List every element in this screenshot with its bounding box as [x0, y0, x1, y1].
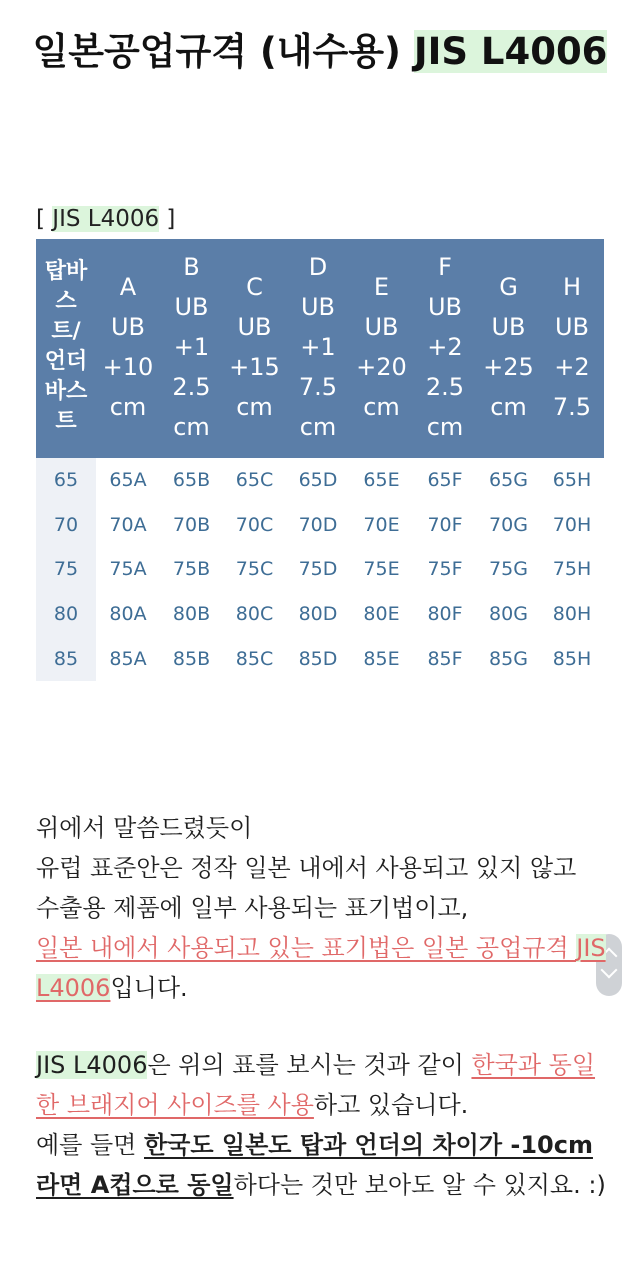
table-row — [36, 636, 604, 681]
header-cell-g: G UB +25 cm — [477, 239, 540, 458]
header-cell-d: D UB +1 7.5 cm — [286, 239, 350, 458]
size-cell: 85D — [298, 647, 338, 670]
size-table — [36, 239, 604, 681]
size-cell: 70A — [109, 513, 147, 536]
table-row — [36, 547, 604, 592]
size-cell: 70E — [363, 513, 400, 536]
header-cell-f: F UB +2 2.5 cm — [413, 239, 477, 458]
size-cell: 65A — [109, 469, 147, 492]
band-cell: 70 — [36, 503, 96, 548]
size-cell: 70B — [172, 513, 211, 536]
table-caption: [ JIS L4006 ] — [36, 206, 176, 232]
size-cell: 80C — [235, 603, 274, 626]
size-cell: 85A — [109, 647, 147, 670]
table-row — [36, 592, 604, 637]
header-cell-b: B UB +1 2.5 cm — [160, 239, 223, 458]
size-cell: 85G — [489, 647, 528, 670]
size-cell: 80D — [298, 603, 338, 626]
size-cell: 80B — [172, 603, 211, 626]
emphasis-text: 한국도 일본도 탑과 언더의 차이가 -10cm라면 A컵으로 동일 — [36, 1131, 593, 1199]
table-row — [36, 458, 604, 503]
size-cell: 75A — [109, 558, 147, 581]
size-cell: 75B — [172, 558, 211, 581]
paragraph-1 — [36, 808, 606, 1008]
header-cell-h: H UB +2 7.5 — [540, 239, 604, 458]
size-cell: 70D — [298, 513, 338, 536]
paragraph-2-code: JIS L4006 — [36, 1051, 148, 1079]
size-cell: 65C — [235, 469, 274, 492]
size-cell: 80H — [552, 603, 592, 626]
size-cell: 65G — [489, 469, 528, 492]
header-cell-a: A UB +10 cm — [96, 239, 160, 458]
title-text: 일본공업규격 (내수용) — [32, 30, 414, 73]
paragraph-1-line-2: 유럽 표준안은 정작 일본 내에서 사용되고 있지 않고 수출용 제품에 일부 사용되는 표기법이고, 일본 내에서 사용되고 있는 표기법은 일본 공업규격 JIS L4006입니다. — [36, 854, 606, 1002]
size-cell: 85E — [363, 647, 400, 670]
paragraph-1-line-1: 위에서 말씀드렸듯이 — [36, 814, 253, 842]
size-cell: 65F — [427, 469, 463, 492]
size-cell: 70G — [489, 513, 528, 536]
jis-link[interactable]: 일본 내에서 사용되고 있는 표기법은 일본 공업규격 JIS L4006 — [36, 934, 606, 1002]
band-cell: 75 — [36, 547, 96, 592]
size-cell: 75F — [427, 558, 463, 581]
size-cell: 85B — [172, 647, 211, 670]
korea-same-link[interactable]: 한국과 동일한 브래지어 사이즈를 사용 — [36, 1051, 596, 1119]
band-cell: 85 — [36, 636, 96, 681]
size-cell: 70C — [235, 513, 274, 536]
size-cell: 65D — [298, 469, 338, 492]
size-cell: 85H — [552, 647, 592, 670]
band-cell: 65 — [36, 458, 96, 503]
size-cell: 80A — [109, 603, 147, 626]
size-cell: 75D — [298, 558, 338, 581]
size-cell: 65E — [363, 469, 400, 492]
size-cell: 75G — [489, 558, 528, 581]
caption-code: JIS L4006 — [52, 206, 160, 232]
size-cell: 70H — [552, 513, 592, 536]
paragraph-2: JIS L4006은 위의 표를 보시는 것과 같이 한국과 동일한 브래지어 사이즈를 사용하고 있습니다. 예를 들면 한국도 일본도 탑과 언더의 차이가 -10cm라면 A컵으로 동일하다는 것만 보아도 알 수 있지요. :) — [36, 1051, 606, 1199]
size-cell: 75H — [552, 558, 592, 581]
size-cell: 80G — [489, 603, 528, 626]
band-cell: 80 — [36, 592, 96, 637]
size-cell: 80E — [363, 603, 400, 626]
table-body — [36, 458, 604, 681]
size-cell: 85F — [427, 647, 463, 670]
table-row — [36, 503, 604, 548]
title-code: JIS L4006 — [413, 30, 608, 73]
size-cell: 65B — [172, 469, 211, 492]
size-cell: 70F — [427, 513, 463, 536]
header-cell-e: E UB +20 cm — [350, 239, 413, 458]
size-cell: 85C — [235, 647, 274, 670]
size-cell: 65H — [552, 469, 592, 492]
size-cell: 80F — [427, 603, 463, 626]
size-cell: 75E — [363, 558, 400, 581]
page-title — [30, 28, 610, 76]
header-cell-band: 탑바 스 트/ 언더 바스 트 — [36, 239, 96, 458]
size-cell: 75C — [235, 558, 274, 581]
header-cell-c: C UB +15 cm — [223, 239, 286, 458]
table-header-row — [36, 239, 604, 458]
